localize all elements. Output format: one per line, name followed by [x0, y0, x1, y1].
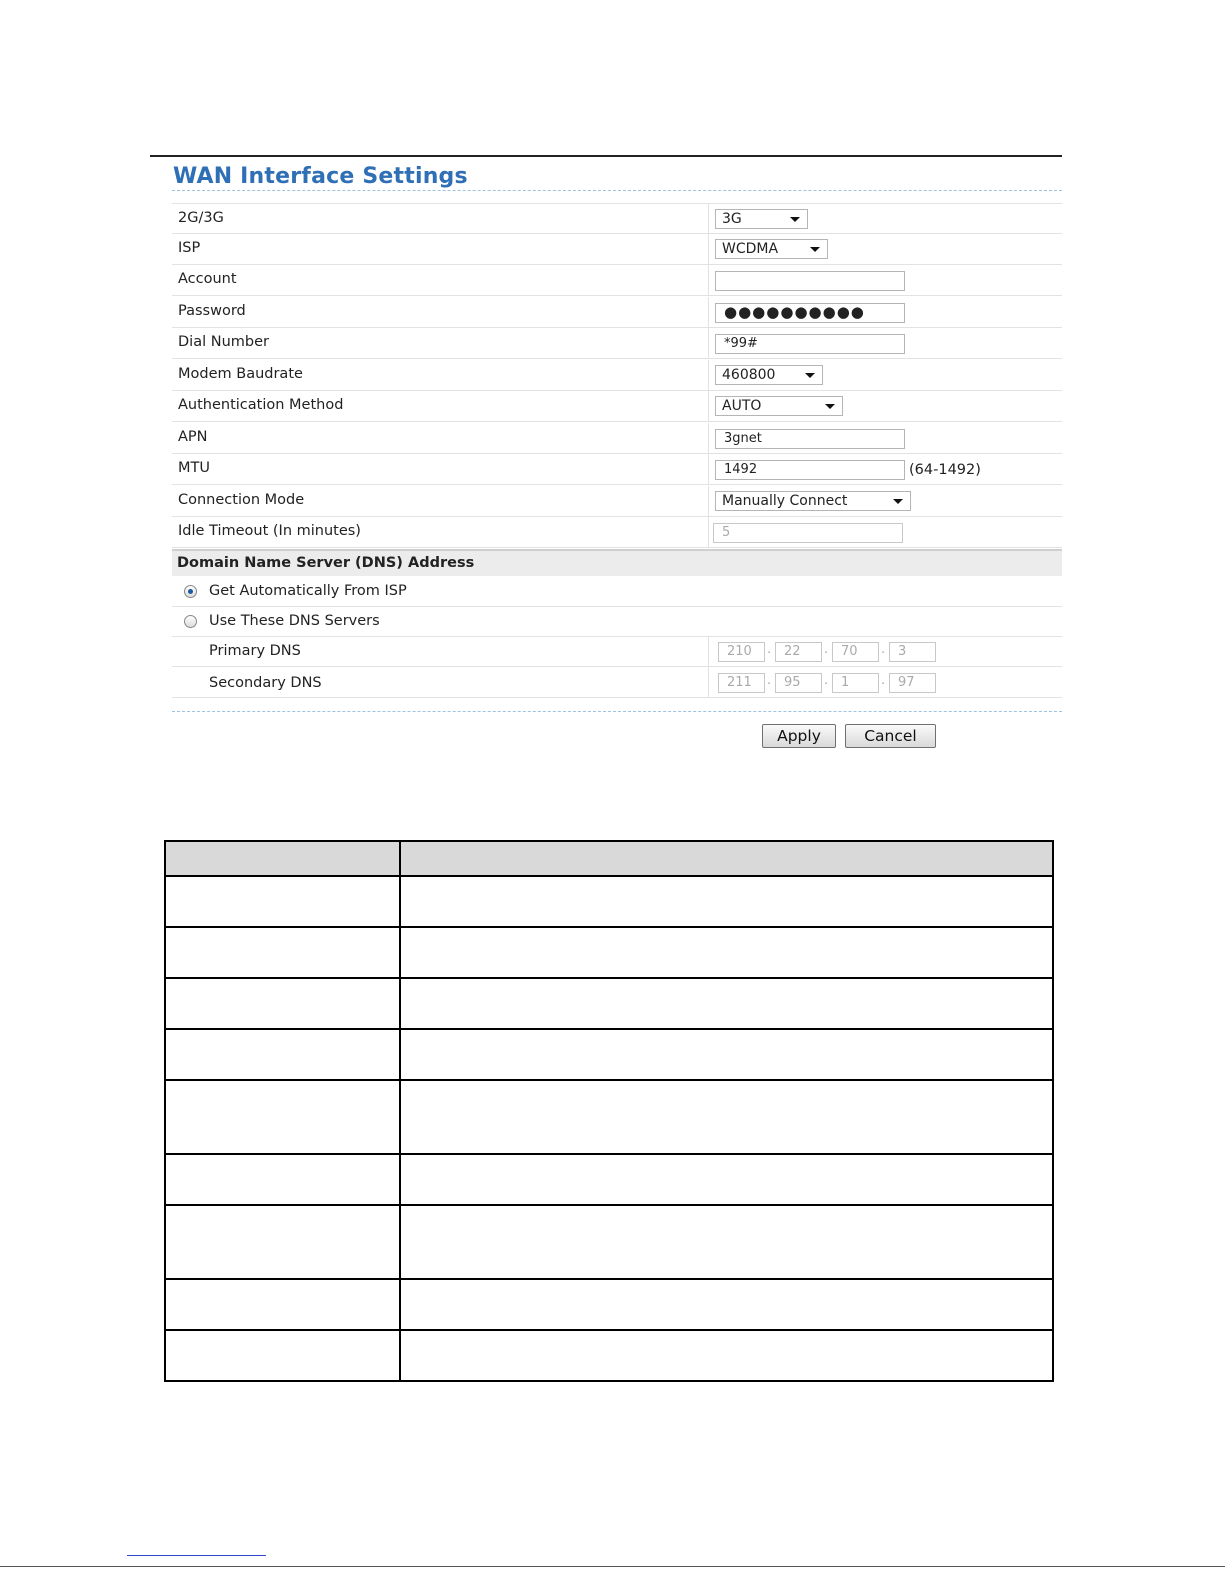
primary-dns-label: Primary DNS — [209, 643, 301, 659]
primary-dns-octet-1[interactable]: 210 — [718, 642, 765, 662]
chevron-down-icon — [805, 373, 815, 378]
row-mtu — [172, 454, 1062, 485]
secondary-dns-octet-3[interactable]: 1 — [832, 673, 879, 693]
dns-auto-label[interactable]: Get Automatically From ISP — [209, 583, 407, 599]
row-auth — [172, 391, 1062, 422]
row-baudrate — [172, 360, 1062, 391]
chevron-down-icon — [893, 499, 903, 504]
cancel-button[interactable]: Cancel — [845, 724, 936, 748]
password-label: Password — [178, 303, 246, 319]
baud-label: Modem Baudrate — [178, 366, 303, 382]
chevron-down-icon — [825, 404, 835, 409]
table-row — [165, 927, 1053, 978]
row-dial — [172, 328, 1062, 359]
title-divider — [172, 190, 1062, 191]
apply-button[interactable]: Apply — [762, 724, 836, 748]
mtu-input[interactable]: 1492 — [715, 460, 905, 480]
description-table — [164, 840, 1054, 1382]
auth-label: Authentication Method — [178, 397, 344, 413]
footer-link-underline — [127, 1555, 266, 1556]
secondary-dns-octet-2[interactable]: 95 — [775, 673, 822, 693]
secondary-dns-octet-1[interactable]: 211 — [718, 673, 765, 693]
isp-select[interactable]: WCDMA — [715, 239, 828, 259]
row-password — [172, 297, 1062, 328]
connection-mode-select[interactable]: Manually Connect — [715, 491, 911, 511]
dns-auto-radio[interactable] — [184, 585, 197, 598]
row-isp — [172, 234, 1062, 265]
apn-input[interactable]: 3gnet — [715, 429, 905, 449]
row-idle-timeout — [172, 517, 1062, 548]
table-row — [165, 1080, 1053, 1154]
top-rule — [150, 155, 1062, 157]
table-row — [165, 876, 1053, 927]
dns-manual-label[interactable]: Use These DNS Servers — [209, 613, 380, 629]
page-title: WAN Interface Settings — [173, 164, 468, 189]
secondary-dns-octet-4[interactable]: 97 — [889, 673, 936, 693]
row-dns-auto[interactable] — [172, 576, 1062, 607]
dial-input[interactable]: *99# — [715, 334, 905, 354]
row-apn — [172, 423, 1062, 454]
row-account — [172, 265, 1062, 296]
dial-label: Dial Number — [178, 334, 269, 350]
chevron-down-icon — [790, 217, 800, 222]
conn-label: Connection Mode — [178, 492, 305, 508]
dns-section-header — [172, 549, 1062, 576]
mode-label: 2G/3G — [178, 210, 224, 226]
mtu-range-hint: (64-1492) — [909, 462, 981, 478]
row-connection-mode — [172, 486, 1062, 517]
secondary-dns-label: Secondary DNS — [209, 675, 322, 691]
primary-dns-octet-4[interactable]: 3 — [889, 642, 936, 662]
row-mode — [172, 203, 1062, 234]
mode-select[interactable]: 3G — [715, 209, 808, 229]
table-row — [165, 1330, 1053, 1381]
auth-select[interactable]: AUTO — [715, 396, 843, 416]
primary-dns-octet-2[interactable]: 22 — [775, 642, 822, 662]
row-secondary-dns: Secondary DNS 211 . 95 . 1 . 97 — [172, 667, 1062, 698]
primary-dns-octet-3[interactable]: 70 — [832, 642, 879, 662]
table-row — [165, 1029, 1053, 1080]
baudrate-select[interactable]: 460800 — [715, 365, 823, 385]
table-row — [165, 978, 1053, 1029]
mtu-label: MTU — [178, 460, 210, 476]
row-dns-manual[interactable] — [172, 606, 1062, 637]
dns-manual-radio[interactable] — [184, 615, 197, 628]
account-input[interactable] — [715, 271, 905, 291]
table-row — [165, 1205, 1053, 1279]
apn-label: APN — [178, 429, 208, 445]
account-label: Account — [178, 271, 237, 287]
chevron-down-icon — [810, 247, 820, 252]
table-header-row — [165, 841, 1053, 876]
table-row — [165, 1279, 1053, 1330]
isp-label: ISP — [178, 240, 201, 256]
password-input[interactable]: ●●●●●●●●●● — [715, 303, 905, 323]
idle-label: Idle Timeout (In minutes) — [178, 523, 361, 539]
table-row — [165, 1154, 1053, 1205]
form-bottom-divider — [172, 711, 1062, 712]
idle-timeout-input[interactable]: 5 — [713, 523, 903, 543]
dns-section-title: Domain Name Server (DNS) Address — [177, 555, 475, 571]
row-primary-dns: Primary DNS 210 . 22 . 70 . 3 — [172, 636, 1062, 667]
bottom-rule — [0, 1566, 1225, 1567]
